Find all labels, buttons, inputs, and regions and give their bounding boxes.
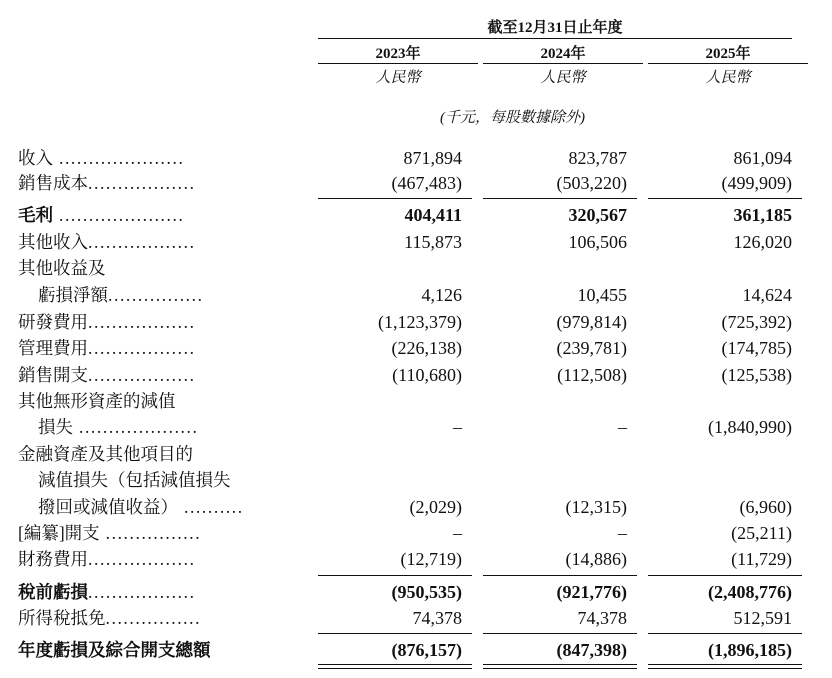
subtotal-rule: [648, 633, 802, 634]
value-cell: (503,220): [556, 173, 627, 193]
currency-label: 人民幣: [540, 70, 586, 86]
value-cell: 4,126: [421, 285, 462, 305]
value-cell: (14,886): [565, 549, 627, 569]
period-rule: [318, 38, 792, 39]
value-cell: 10,455: [577, 285, 627, 305]
row-label-impairment-incl: 減值損失（包括減值損失: [38, 470, 231, 490]
row-label-impairment-loss: 損失 ....................: [38, 417, 199, 437]
value-cell: –: [618, 523, 627, 543]
row-label-other-gains: 其他收益及: [18, 258, 106, 278]
value-cell: 14,624: [742, 285, 792, 305]
value-cell: 361,185: [733, 205, 792, 225]
year-rule: [648, 63, 808, 64]
value-cell: (226,138): [391, 338, 462, 358]
value-cell: (6,960): [739, 497, 792, 517]
value-cell: (110,680): [392, 365, 462, 385]
year-rule: [483, 63, 643, 64]
value-cell: (1,123,379): [378, 312, 462, 332]
row-label-finance-costs: 財務費用..................: [18, 549, 196, 569]
value-cell: (921,776): [556, 582, 627, 602]
value-cell: 115,873: [404, 232, 462, 252]
total-double-rule: [318, 664, 472, 665]
value-cell: 74,378: [577, 608, 627, 628]
subtotal-rule: [648, 198, 802, 199]
value-cell: (1,896,185): [708, 640, 792, 660]
total-double-rule: [318, 668, 472, 669]
row-label-income-tax-credit: 所得稅抵免................: [18, 608, 202, 628]
row-label-rnd-expenses: 研發費用..................: [18, 312, 196, 332]
value-cell: 404,411: [404, 205, 462, 225]
value-cell: (499,909): [721, 173, 792, 193]
value-cell: (725,392): [721, 312, 792, 332]
value-cell: (12,719): [400, 549, 462, 569]
total-double-rule: [648, 664, 802, 665]
value-cell: 320,567: [568, 205, 627, 225]
value-cell: (125,538): [721, 365, 792, 385]
value-cell: 126,020: [733, 232, 792, 252]
value-cell: 74,378: [412, 608, 462, 628]
value-cell: (11,729): [731, 549, 792, 569]
value-cell: 512,591: [733, 608, 792, 628]
value-cell: 861,094: [733, 148, 792, 168]
row-label-total-comprehensive-loss: 年度虧損及綜合開支總額: [18, 640, 211, 660]
subtotal-rule: [318, 198, 472, 199]
value-cell: 871,894: [403, 148, 462, 168]
year-2025-heading: 2025年: [705, 46, 751, 62]
row-label-redacted-expenses: [編纂]開支 ................: [18, 523, 202, 543]
subtotal-rule: [483, 575, 637, 576]
year-2023-heading: 2023年: [375, 46, 421, 62]
value-cell: (979,814): [556, 312, 627, 332]
total-double-rule: [483, 668, 637, 669]
period-heading: 截至12月31日止年度: [487, 20, 623, 36]
value-cell: (12,315): [565, 497, 627, 517]
value-cell: (112,508): [557, 365, 627, 385]
subtotal-rule: [483, 198, 637, 199]
row-label-selling-expenses: 銷售開支..................: [18, 365, 196, 385]
year-2024-heading: 2024年: [540, 46, 586, 62]
value-cell: 106,506: [568, 232, 627, 252]
subtotal-rule: [648, 575, 802, 576]
value-cell: –: [453, 523, 462, 543]
year-rule: [318, 63, 478, 64]
subtotal-rule: [318, 575, 472, 576]
subtotal-rule: [483, 633, 637, 634]
unit-note: (千元，每股數據除外): [440, 110, 585, 126]
row-label-loss-before-tax: 稅前虧損..................: [18, 582, 196, 602]
value-cell: (25,211): [731, 523, 792, 543]
value-cell: (174,785): [721, 338, 792, 358]
row-label-other-income: 其他收入..................: [18, 232, 196, 252]
currency-label: 人民幣: [375, 70, 421, 86]
value-cell: (1,840,990): [708, 417, 792, 437]
value-cell: (467,483): [391, 173, 462, 193]
value-cell: (950,535): [391, 582, 462, 602]
row-label-financial-assets: 金融資產及其他項目的: [18, 444, 193, 464]
value-cell: (876,157): [391, 640, 462, 660]
value-cell: (239,781): [556, 338, 627, 358]
row-label-intangible-impairment: 其他無形資產的減值: [18, 391, 176, 411]
value-cell: 823,787: [568, 148, 627, 168]
row-label-admin-expenses: 管理費用..................: [18, 338, 196, 358]
row-label-impairment-reversal: 撥回或減值收益） ..........: [38, 497, 244, 517]
value-cell: –: [453, 417, 462, 437]
row-label-gross-profit: 毛利 .....................: [18, 205, 185, 225]
total-double-rule: [483, 664, 637, 665]
row-label-revenue: 收入 .....................: [18, 148, 185, 168]
value-cell: (2,408,776): [708, 582, 792, 602]
value-cell: –: [618, 417, 627, 437]
value-cell: (847,398): [556, 640, 627, 660]
currency-label: 人民幣: [705, 70, 751, 86]
subtotal-rule: [318, 633, 472, 634]
row-label-cost-of-sales: 銷售成本..................: [18, 173, 196, 193]
row-label-other-gains-net: 虧損淨額................: [38, 285, 204, 305]
value-cell: (2,029): [409, 497, 462, 517]
total-double-rule: [648, 668, 802, 669]
